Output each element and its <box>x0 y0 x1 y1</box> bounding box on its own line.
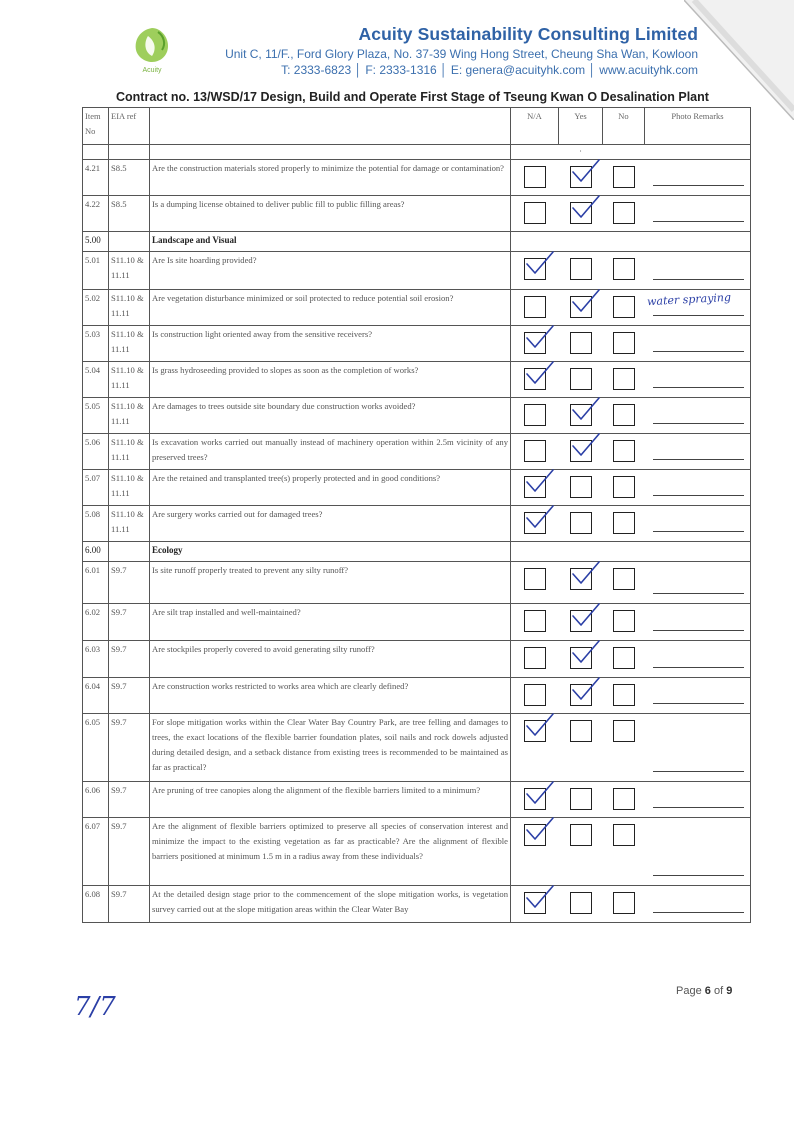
company-address: Unit C, 11/F., Ford Glory Plaza, No. 37-39 Wing Hong Street, Cheung Sha Wan, Kowloon <box>225 47 698 61</box>
remark-line <box>653 185 745 186</box>
table-row <box>83 604 751 641</box>
item-description: Are stockpiles properly covered to avoid generating silty runoff? <box>150 641 511 678</box>
table-row <box>83 160 751 196</box>
handwritten-page-count: 7/7 <box>74 992 116 1022</box>
remark-line <box>653 459 745 460</box>
item-number: 5.03 <box>83 326 109 362</box>
item-description: Are silt trap installed and well-maintained? <box>150 604 511 641</box>
photo-remark-field[interactable] <box>645 196 751 232</box>
remark-line <box>653 221 745 222</box>
photo-remark-field[interactable] <box>645 678 751 714</box>
col-item-header: Item No <box>83 108 109 145</box>
table-blank-row: · <box>83 145 751 160</box>
checkbox-yes[interactable] <box>559 252 603 290</box>
checkbox-no[interactable] <box>603 714 645 782</box>
table-row <box>83 714 751 782</box>
remark-line <box>653 667 745 668</box>
company-name: Acuity Sustainability Consulting Limited <box>358 24 698 44</box>
checkbox-yes[interactable] <box>559 398 603 434</box>
checkbox-no[interactable] <box>603 398 645 434</box>
photo-remark-field[interactable] <box>645 506 751 542</box>
item-description: Are pruning of tree canopies along the alignment of the flexible barriers limited to a minimum? <box>150 782 511 818</box>
checkbox-na[interactable] <box>511 782 559 818</box>
remark-line <box>653 807 745 808</box>
photo-remark-field[interactable] <box>645 326 751 362</box>
col-description-header <box>150 108 511 145</box>
checkbox-yes[interactable] <box>559 562 603 604</box>
photo-remark-field[interactable] <box>645 714 751 782</box>
checkbox-no[interactable] <box>603 326 645 362</box>
company-header <box>225 24 698 77</box>
checkbox-na[interactable] <box>511 160 559 196</box>
checkbox-na[interactable] <box>511 506 559 542</box>
eia-reference: S9.7 <box>109 562 150 604</box>
remark-line <box>653 387 745 388</box>
tick-mark-icon <box>525 504 555 532</box>
table-row <box>83 641 751 678</box>
remark-line <box>653 912 745 913</box>
photo-remark-field[interactable] <box>645 641 751 678</box>
item-number: 5.08 <box>83 506 109 542</box>
item-number: 6.08 <box>83 886 109 923</box>
checkbox-yes[interactable] <box>559 714 603 782</box>
item-number: 6.01 <box>83 562 109 604</box>
section-title: Landscape and Visual <box>150 232 511 252</box>
table-row <box>83 678 751 714</box>
remark-line <box>653 531 745 532</box>
photo-remark-field[interactable] <box>645 160 751 196</box>
table-row <box>83 290 751 326</box>
checkbox-no[interactable] <box>603 641 645 678</box>
eia-reference: S11.10 & 11.11 <box>109 252 150 290</box>
item-description: At the detailed design stage prior to the commencement of the slope mitigation works, is vegetation survey carried out at the slope mitigation areas within the Clear Water Bay <box>150 886 511 923</box>
checkbox-no[interactable] <box>603 782 645 818</box>
tick-mark-icon <box>571 676 601 704</box>
page-number: Page 6 of 9 <box>676 985 733 997</box>
section-row <box>83 232 751 252</box>
col-na-header: N/A <box>511 108 559 145</box>
checkbox-yes[interactable] <box>559 196 603 232</box>
checkbox-yes[interactable] <box>559 362 603 398</box>
remark-line <box>653 703 745 704</box>
table-row <box>83 196 751 232</box>
photo-remark-field[interactable] <box>645 562 751 604</box>
item-description: Are the retained and transplanted tree(s) properly protected and in good conditions? <box>150 470 511 506</box>
item-number: 5.06 <box>83 434 109 470</box>
tick-mark-icon <box>525 468 555 496</box>
col-no-header: No <box>603 108 645 145</box>
photo-remark-field[interactable] <box>645 470 751 506</box>
checkbox-yes[interactable] <box>559 434 603 470</box>
checkbox-na[interactable] <box>511 398 559 434</box>
section-title: Ecology <box>150 542 511 562</box>
remark-line <box>653 423 745 424</box>
checkbox-no[interactable] <box>603 196 645 232</box>
checkbox-na[interactable] <box>511 818 559 886</box>
eia-reference: S11.10 & 11.11 <box>109 398 150 434</box>
remark-line <box>653 279 745 280</box>
photo-remark-field[interactable] <box>645 252 751 290</box>
checkbox-yes[interactable] <box>559 886 603 923</box>
checkbox-no[interactable] <box>603 506 645 542</box>
table-row <box>83 886 751 923</box>
checkbox-yes[interactable] <box>559 604 603 641</box>
checkbox-na[interactable] <box>511 604 559 641</box>
checkbox-na[interactable] <box>511 562 559 604</box>
checkbox-na[interactable] <box>511 196 559 232</box>
table-row <box>83 470 751 506</box>
checkbox-na[interactable] <box>511 434 559 470</box>
item-number: 5.01 <box>83 252 109 290</box>
checkbox-na[interactable] <box>511 678 559 714</box>
eia-reference: S11.10 & 11.11 <box>109 434 150 470</box>
tick-mark-icon <box>525 324 555 352</box>
table-row <box>83 326 751 362</box>
checkbox-na[interactable] <box>511 470 559 506</box>
item-number: 5.07 <box>83 470 109 506</box>
eia-reference: S9.7 <box>109 714 150 782</box>
tick-mark-icon <box>571 560 601 588</box>
checkbox-na[interactable] <box>511 290 559 326</box>
handwritten-remark: water spraying <box>646 290 731 309</box>
photo-remark-field[interactable] <box>645 818 751 886</box>
checkbox-no[interactable] <box>603 362 645 398</box>
checkbox-yes[interactable] <box>559 326 603 362</box>
tick-mark-icon <box>571 288 601 316</box>
photo-remark-field[interactable] <box>645 398 751 434</box>
eia-reference: S11.10 & 11.11 <box>109 506 150 542</box>
eia-reference: S9.7 <box>109 818 150 886</box>
tick-mark-icon <box>571 396 601 424</box>
tick-mark-icon <box>525 780 555 808</box>
svg-text:Acuity: Acuity <box>142 67 162 74</box>
photo-remark-field[interactable] <box>645 886 751 923</box>
photo-remark-field[interactable] <box>645 434 751 470</box>
table-header-row <box>83 108 751 145</box>
section-row <box>83 542 751 562</box>
photo-remark-field[interactable] <box>645 290 751 326</box>
checkbox-yes[interactable] <box>559 678 603 714</box>
remark-line <box>653 630 745 631</box>
photo-remark-field[interactable] <box>645 604 751 641</box>
checkbox-na[interactable] <box>511 252 559 290</box>
checkbox-no[interactable] <box>603 818 645 886</box>
photo-remark-field[interactable] <box>645 782 751 818</box>
checkbox-na[interactable] <box>511 714 559 782</box>
section-number: 6.00 <box>83 542 109 562</box>
tick-mark-icon <box>571 602 601 630</box>
tick-mark-icon <box>525 712 555 740</box>
eia-reference: S9.7 <box>109 782 150 818</box>
col-yes-header: Yes <box>559 108 603 145</box>
eia-reference: S9.7 <box>109 641 150 678</box>
checkbox-yes[interactable] <box>559 160 603 196</box>
item-description: For slope mitigation works within the Clear Water Bay Country Park, are tree felling and damages to trees, the exact locations of the flexible barrier foundation plates, soil nails and rock dowels adjusted during detailed design, and a setback distance from existing trees is recommended to be maintained as far as practical? <box>150 714 511 782</box>
tick-mark-icon <box>525 816 555 844</box>
checkbox-no[interactable] <box>603 886 645 923</box>
eia-reference: S8.5 <box>109 160 150 196</box>
tick-mark-icon <box>525 250 555 278</box>
item-number: 5.02 <box>83 290 109 326</box>
checkbox-no[interactable] <box>603 434 645 470</box>
checkbox-no[interactable] <box>603 470 645 506</box>
eia-reference: S9.7 <box>109 886 150 923</box>
item-description: Is a dumping license obtained to deliver public fill to public filling areas? <box>150 196 511 232</box>
item-description: Are construction works restricted to works area which are clearly defined? <box>150 678 511 714</box>
remark-line <box>653 495 745 496</box>
checkbox-no[interactable] <box>603 562 645 604</box>
checkbox-na[interactable] <box>511 326 559 362</box>
checkbox-na[interactable] <box>511 886 559 923</box>
item-number: 6.02 <box>83 604 109 641</box>
table-row <box>83 562 751 604</box>
item-description: Are vegetation disturbance minimized or soil protected to reduce potential soil erosion? <box>150 290 511 326</box>
checkbox-yes[interactable] <box>559 290 603 326</box>
checkbox-yes[interactable] <box>559 641 603 678</box>
item-description: Is grass hydroseeding provided to slopes as soon as the completion of works? <box>150 362 511 398</box>
item-number: 6.07 <box>83 818 109 886</box>
item-description: Are the construction materials stored properly to minimize the potential for damage or contamination? <box>150 160 511 196</box>
eia-reference: S9.7 <box>109 604 150 641</box>
item-description: Are Is site hoarding provided? <box>150 252 511 290</box>
checklist-table <box>82 107 751 923</box>
table-row <box>83 252 751 290</box>
item-number: 5.04 <box>83 362 109 398</box>
remark-line <box>653 351 745 352</box>
checklist-body <box>83 160 751 923</box>
table-row <box>83 506 751 542</box>
checkbox-no[interactable] <box>603 290 645 326</box>
checkbox-no[interactable] <box>603 252 645 290</box>
eia-reference: S11.10 & 11.11 <box>109 326 150 362</box>
item-description: Are surgery works carried out for damaged trees? <box>150 506 511 542</box>
item-number: 5.05 <box>83 398 109 434</box>
table-row <box>83 782 751 818</box>
checkbox-no[interactable] <box>603 160 645 196</box>
eia-reference: S11.10 & 11.11 <box>109 290 150 326</box>
photo-remark-field[interactable] <box>645 362 751 398</box>
item-number: 6.04 <box>83 678 109 714</box>
col-photo-header: Photo Remarks <box>645 108 751 145</box>
checkbox-yes[interactable] <box>559 782 603 818</box>
eia-reference: S9.7 <box>109 678 150 714</box>
tick-mark-icon <box>571 639 601 667</box>
eia-reference: S11.10 & 11.11 <box>109 362 150 398</box>
company-logo <box>118 22 186 80</box>
remark-line <box>653 875 745 876</box>
table-row <box>83 362 751 398</box>
item-number: 6.03 <box>83 641 109 678</box>
item-description: Is site runoff properly treated to prevent any silty runoff? <box>150 562 511 604</box>
checkbox-na[interactable] <box>511 362 559 398</box>
item-number: 6.05 <box>83 714 109 782</box>
table-row <box>83 818 751 886</box>
remark-line <box>653 593 745 594</box>
checkbox-yes[interactable] <box>559 506 603 542</box>
item-description: Are the alignment of flexible barriers optimized to preserve all species of conservation interest and minimize the impact to the existing vegetation as far as practicable? Are the alignment of flexible barriers positioned at minimum 1.5 m in a radius away from these individuals? <box>150 818 511 886</box>
tick-mark-icon <box>525 884 555 912</box>
tick-mark-icon <box>571 158 601 186</box>
tick-mark-icon <box>571 432 601 460</box>
item-description: Are damages to trees outside site boundary due construction works avoided? <box>150 398 511 434</box>
eia-reference: S8.5 <box>109 196 150 232</box>
table-row <box>83 434 751 470</box>
contract-title: Contract no. 13/WSD/17 Design, Build and Operate First Stage of Tseung Kwan O Desalination Plant <box>116 90 709 104</box>
remark-line <box>653 771 745 772</box>
remark-line <box>653 315 745 316</box>
table-row <box>83 398 751 434</box>
item-number: 6.06 <box>83 782 109 818</box>
col-eia-header: EIA ref <box>109 108 150 145</box>
checkbox-no[interactable] <box>603 604 645 641</box>
checkbox-na[interactable] <box>511 641 559 678</box>
company-contact: T: 2333-6823 │ F: 2333-1316 │ E: genera@acuityhk.com │ www.acuityhk.com <box>281 63 698 77</box>
tick-mark-icon <box>571 194 601 222</box>
eia-reference: S11.10 & 11.11 <box>109 470 150 506</box>
section-number: 5.00 <box>83 232 109 252</box>
checkbox-yes[interactable] <box>559 470 603 506</box>
checkbox-no[interactable] <box>603 678 645 714</box>
item-description: Is construction light oriented away from the sensitive receivers? <box>150 326 511 362</box>
checkbox-yes[interactable] <box>559 818 603 886</box>
tick-mark-icon <box>525 360 555 388</box>
item-number: 4.22 <box>83 196 109 232</box>
item-number: 4.21 <box>83 160 109 196</box>
item-description: Is excavation works carried out manually instead of machinery operation within 2.5m vicinity of any preserved trees? <box>150 434 511 470</box>
